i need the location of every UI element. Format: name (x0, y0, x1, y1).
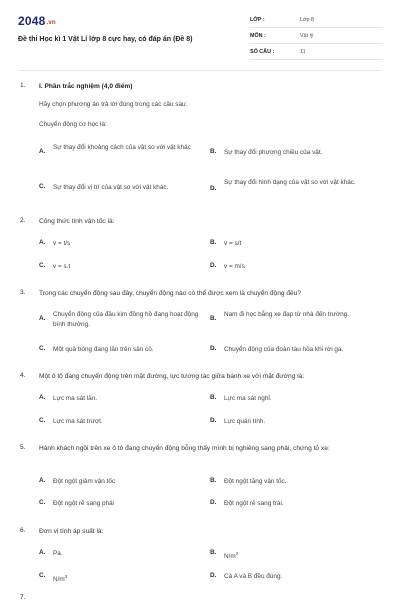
instruction-text: Hãy chọn phương án trả lời đúng trong các câu sau: (39, 101, 188, 108)
option-text: Sự thay đổi phương chiều của vật. (224, 149, 323, 156)
option-text: v = s/t (224, 240, 242, 247)
option-text: Sự thay đổi khoảng cách của vật so với vật khác (53, 144, 191, 151)
option-letter: C. (39, 417, 46, 424)
option-text: Nam đi học bằng xe đạp từ nhà đến trường. (224, 311, 350, 318)
meta-table (250, 14, 382, 62)
question-text: Hành khách ngồi trên xe ô tô đang chuyển động bỗng thấy mình bị nghiêng sang phải, chứng tỏ xe: (39, 445, 330, 452)
option-letter: A. (39, 477, 46, 484)
meta-key: MÔN : (250, 33, 266, 39)
option-letter: A. (39, 549, 46, 556)
option-text: Lực quán tính. (224, 418, 266, 425)
option-text: Đột ngột rẽ sang trái. (224, 500, 284, 507)
question-text: Trong các chuyển động sau đây, chuyển động nào có thể được xem là chuyển động đều? (39, 290, 302, 297)
unit-exponent: 3 (64, 574, 68, 579)
option-letter: D. (210, 262, 217, 269)
page-title: Đề thi Học kì 1 Vật Lí lớp 8 cực hay, có đáp án (Đề 8) (18, 36, 193, 43)
question-number: 5. (20, 444, 26, 451)
option-text: Đột ngột tăng vận tốc. (224, 478, 287, 485)
option-text: Chuyển động của đầu kim đồng hồ đang hoạt động bình thường. (53, 311, 199, 328)
option-text: Đột ngột rẽ sang phải (53, 500, 115, 507)
option-text: Cả A và B đều đúng. (224, 573, 283, 580)
option-letter: C. (39, 499, 46, 506)
unit-exponent: 2 (235, 551, 239, 556)
meta-value: 11 (300, 49, 306, 55)
option-letter: D. (210, 345, 217, 352)
question-prompt: Chuyển động cơ học là: (39, 121, 107, 128)
unit-base: N/m (224, 553, 236, 561)
option-text: Sự thay đổi vị trí của vật so với vật khác. (53, 184, 169, 191)
logo-suffix: .vn (46, 20, 56, 26)
option-text: Một quả bóng đang lăn trên sân cỏ. (53, 346, 154, 353)
meta-row-count (250, 46, 382, 60)
question-number: 7. (20, 594, 26, 600)
meta-value: Lớp 8 (300, 17, 315, 23)
option-letter: B. (210, 315, 217, 322)
page-header (18, 14, 382, 60)
question-number: 3. (20, 289, 26, 296)
option-letter: A. (39, 315, 46, 322)
option-text: v = m/s (224, 263, 245, 270)
meta-row-class (250, 14, 382, 28)
option-letter: D. (210, 185, 217, 192)
question-text: Công thức tính vận tốc là: (39, 218, 115, 225)
option-text (53, 572, 207, 585)
option-letter: C. (39, 262, 46, 269)
option-letter: B. (210, 239, 217, 246)
option-text: Đột ngột giảm vận tốc (53, 478, 116, 485)
option-text: Pa. (53, 550, 63, 557)
option-text: Lực ma sát trượt. (53, 418, 103, 425)
section-heading: I. Phần trắc nghiệm (4,0 điểm) (39, 83, 133, 90)
option-letter: D. (210, 417, 217, 424)
logo-main: 2048 (18, 14, 46, 28)
question-number: 2. (20, 217, 26, 224)
option-letter: A. (39, 394, 46, 401)
option-letter: A. (39, 148, 46, 155)
option-text: Lực ma sát nghỉ. (224, 395, 272, 402)
option-text (224, 549, 378, 562)
option-letter: B. (210, 549, 217, 556)
header-divider (18, 70, 382, 71)
unit-base: N/m (53, 576, 65, 584)
option-letter: C. (39, 345, 46, 352)
meta-key: LỚP : (250, 17, 265, 23)
question-text: Đơn vị tính áp suất là: (39, 528, 104, 535)
question-number: 4. (20, 372, 26, 379)
option-letter: C. (39, 572, 46, 579)
question-text: Một ô tô đang chuyển động trên mặt đường, lực tương tác giữa bánh xe với mặt đường là: (39, 373, 305, 380)
option-letter: B. (210, 394, 217, 401)
option-letter: D. (210, 499, 217, 506)
question-number: 1. (20, 82, 26, 89)
meta-key: SỐ CÂU : (250, 49, 275, 55)
option-letter: C. (39, 183, 46, 190)
site-logo[interactable] (18, 14, 56, 28)
option-text: Lực ma sát lăn. (53, 395, 98, 402)
option-letter: B. (210, 477, 217, 484)
meta-value: Vật lý (300, 33, 314, 39)
option-letter: A. (39, 239, 46, 246)
meta-row-subject (250, 30, 382, 44)
option-text: v = s.t (53, 263, 71, 270)
option-text: Sự thay đổi hình dạng của vật so với vật khác. (224, 179, 356, 186)
option-letter: B. (210, 148, 217, 155)
question-7-partial (20, 594, 160, 600)
option-text: Chuyển động của đoàn tàu hỏa khi rời ga. (224, 346, 344, 353)
question-number: 6. (20, 527, 26, 534)
option-letter: D. (210, 572, 217, 579)
option-text: v = t/s (53, 240, 71, 247)
